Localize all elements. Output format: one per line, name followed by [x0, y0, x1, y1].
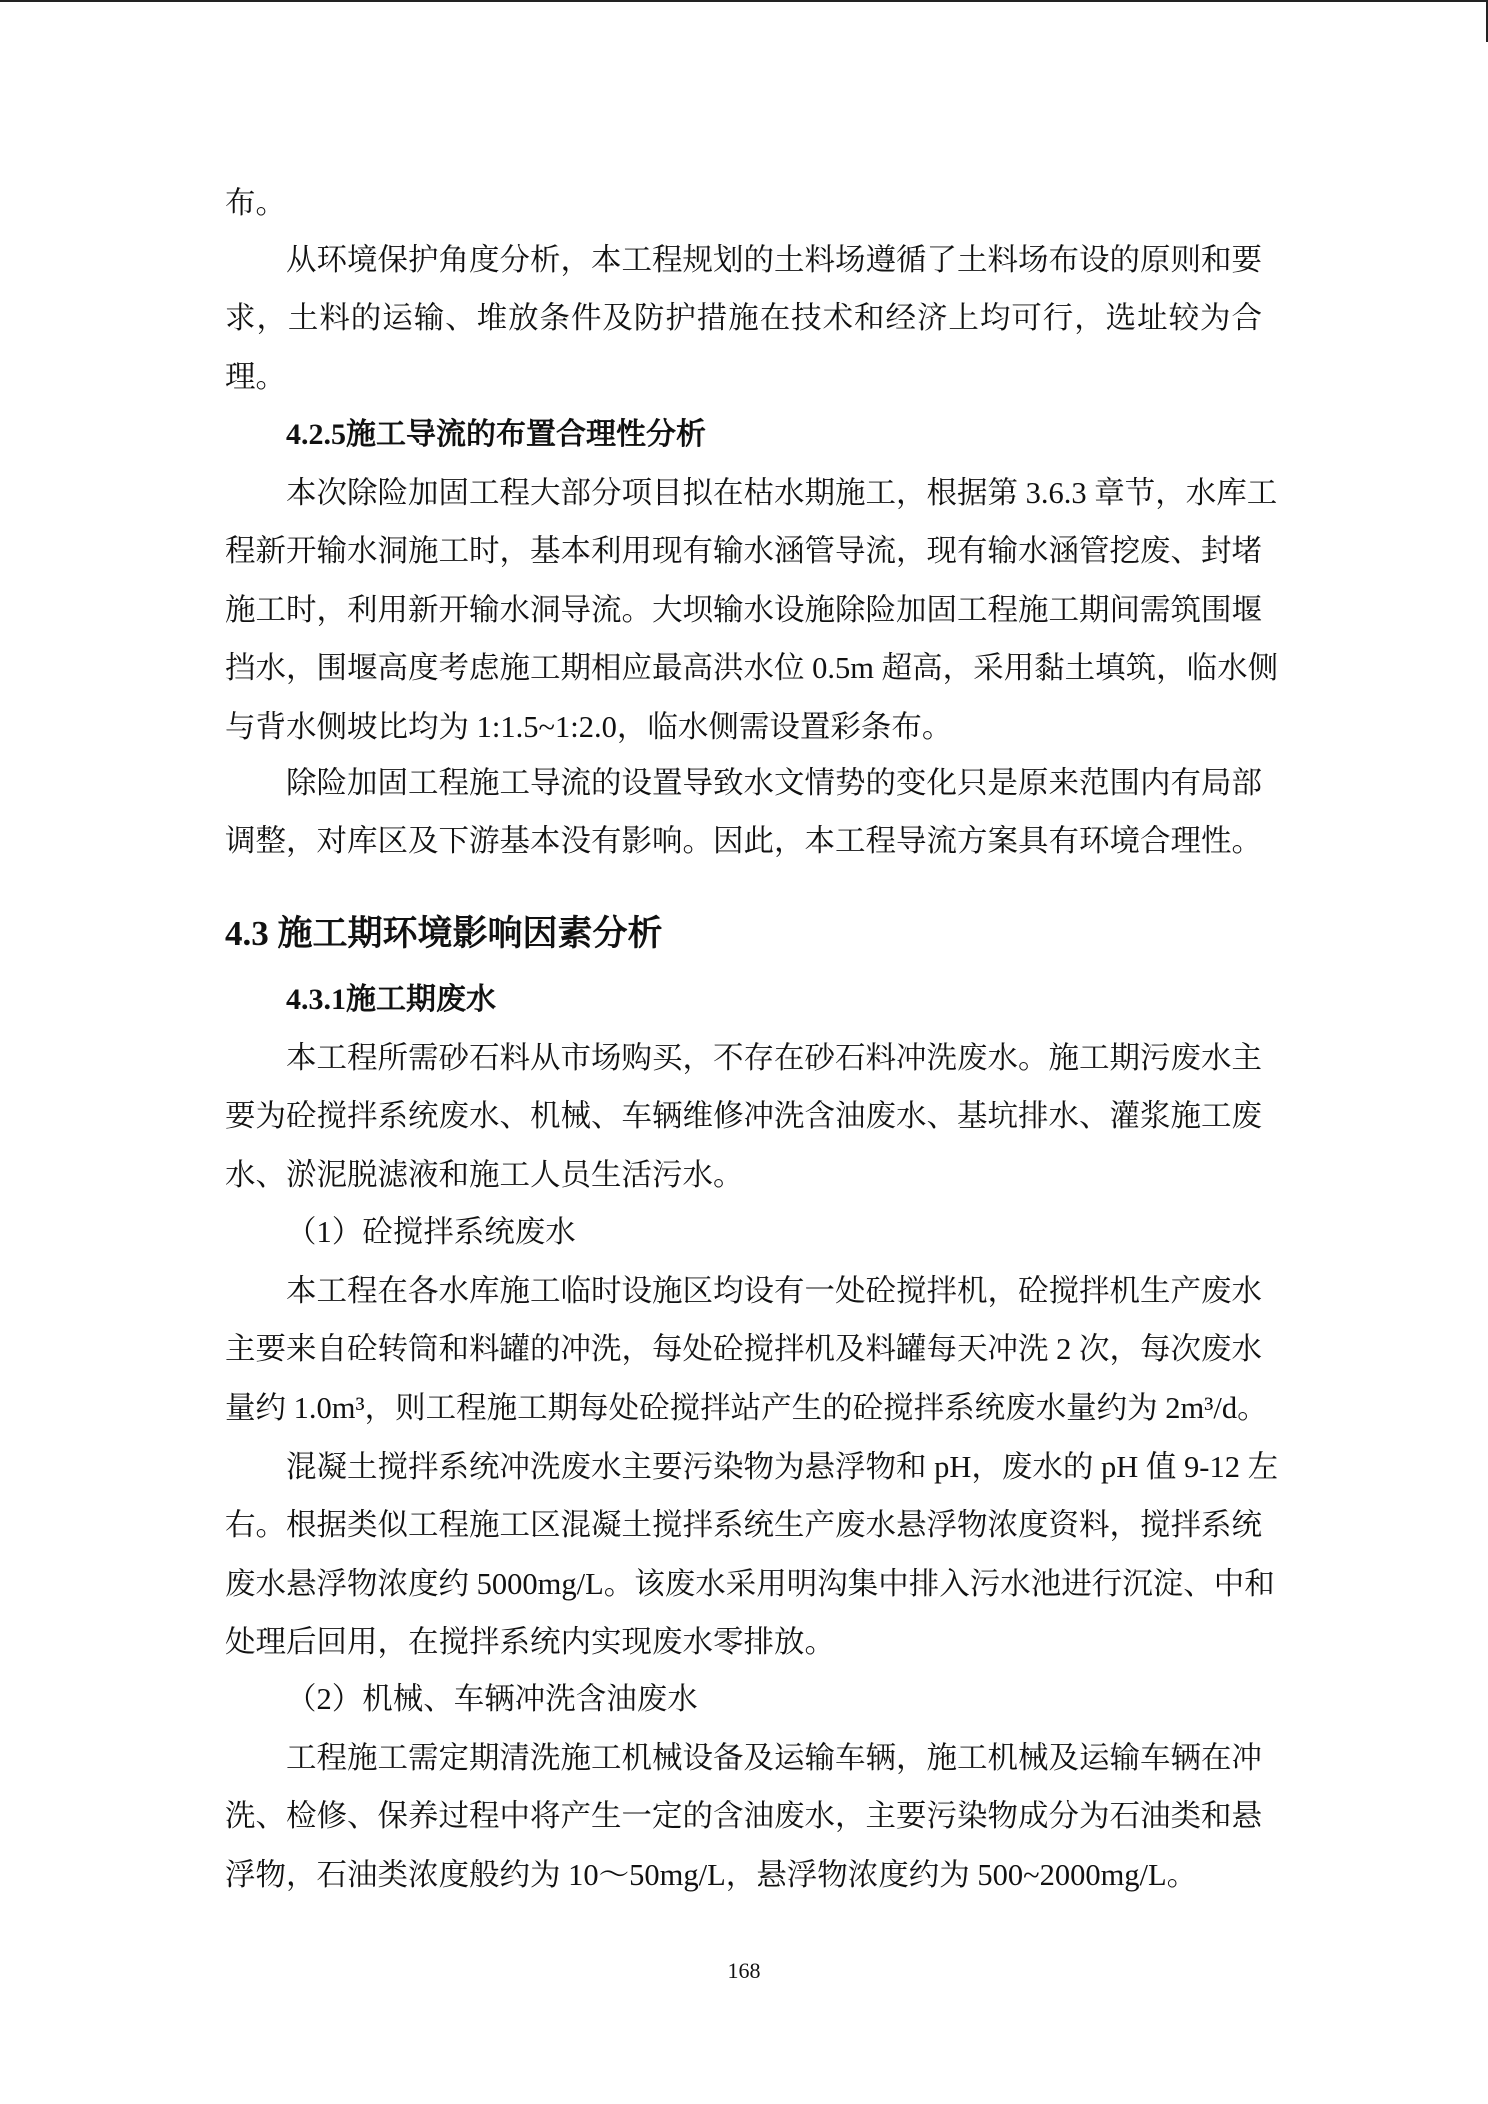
- paragraph: [225, 1029, 1262, 1204]
- text-line: 施工时，利用新开输水洞导流。大坝输水设施除险加固工程施工期间需筑围堰: [225, 592, 1262, 627]
- text-line: 从环境保护角度分析，本工程规划的土料场遵循了土料场布设的原则和要: [286, 243, 1262, 277]
- text-line: 要为砼搅拌系统废水、机械、车辆维修冲洗含油废水、基坑排水、灌浆施工废: [225, 1099, 1262, 1134]
- paragraph: [225, 1729, 1262, 1904]
- page-number: 168: [727, 1958, 761, 1983]
- paragraph: [225, 754, 1262, 871]
- text-line: 本工程在各水库施工临时设施区均设有一处砼搅拌机，砼搅拌机生产废水: [286, 1274, 1262, 1308]
- text-line: （1）砼搅拌系统废水: [286, 1215, 576, 1249]
- paragraph: [225, 1262, 1268, 1437]
- text-line: 本工程所需砂石料从市场购买，不存在砂石料冲洗废水。施工期污废水主: [286, 1041, 1262, 1075]
- text-line: 量约 1.0m³，则工程施工期每处砼搅拌站产生的砼搅拌系统废水量约为 2m³/d。: [225, 1390, 1268, 1425]
- text-line: 挡水，围堰高度考虑施工期相应最高洪水位 0.5m 超高，采用黏土填筑，临水侧: [225, 651, 1279, 686]
- text-line: 程新开输水洞施工时，基本利用现有输水涵管导流，现有输水涵管挖废、封堵: [225, 534, 1262, 569]
- text-line: 废水悬浮物浓度约 5000mg/L。该废水采用明沟集中排入污水池进行沉淀、中和: [225, 1566, 1275, 1601]
- text-line: 主要来自砼转筒和料罐的冲洗，每处砼搅拌机及料罐每天冲洗 2 次，每次废水: [225, 1332, 1262, 1367]
- paragraph: [225, 464, 1279, 756]
- text-line: 调整，对库区及下游基本没有影响。因此，本工程导流方案具有环境合理性。: [225, 824, 1262, 859]
- text-line: 浮物，石油类浓度般约为 10～50mg/L，悬浮物浓度约为 500~2000mg/L。: [225, 1857, 1198, 1892]
- paragraph: [225, 231, 1262, 406]
- text-line: 4.3.1施工期废水: [286, 983, 496, 1016]
- subsection-heading: [225, 971, 1262, 1029]
- paragraph: [225, 1670, 1262, 1728]
- text-line: 理。: [225, 359, 286, 394]
- text-line: 洗、检修、保养过程中将产生一定的含油废水，主要污染物成分为石油类和悬: [225, 1799, 1262, 1834]
- paragraph: [225, 174, 1262, 232]
- paragraph: [225, 1438, 1279, 1672]
- text-line: （2）机械、车辆冲洗含油废水: [286, 1682, 698, 1716]
- text-line: 本次除险加固工程大部分项目拟在枯水期施工，根据第 3.6.3 章节，水库工: [286, 476, 1278, 510]
- text-line: 4.3 施工期环境影响因素分析: [225, 914, 663, 953]
- paragraph: [225, 1203, 1262, 1261]
- subsection-heading: [225, 406, 1262, 464]
- text-line: 处理后回用，在搅拌系统内实现废水零排放。: [225, 1625, 835, 1660]
- text-line: 求，土料的运输、堆放条件及防护措施在技术和经济上均可行，选址较为合: [225, 301, 1262, 336]
- text-line: 水、淤泥脱滤液和施工人员生活污水。: [225, 1157, 744, 1192]
- text-line: 工程施工需定期清洗施工机械设备及运输车辆，施工机械及运输车辆在冲: [286, 1741, 1262, 1775]
- text-line: 与背水侧坡比均为 1:1.5~1:2.0，临水侧需设置彩条布。: [225, 709, 953, 744]
- text-line: 右。根据类似工程施工区混凝土搅拌系统生产废水悬浮物浓度资料，搅拌系统: [225, 1508, 1262, 1543]
- section-heading: [225, 902, 1262, 966]
- text-line: 混凝土搅拌系统冲洗废水主要污染物为悬浮物和 pH，废水的 pH 值 9-12 左: [286, 1450, 1279, 1484]
- text-line: 除险加固工程施工导流的设置导致水文情势的变化只是原来范围内有局部: [286, 766, 1262, 800]
- text-line: 4.2.5施工导流的布置合理性分析: [286, 418, 706, 451]
- text-line: 布。: [225, 186, 286, 220]
